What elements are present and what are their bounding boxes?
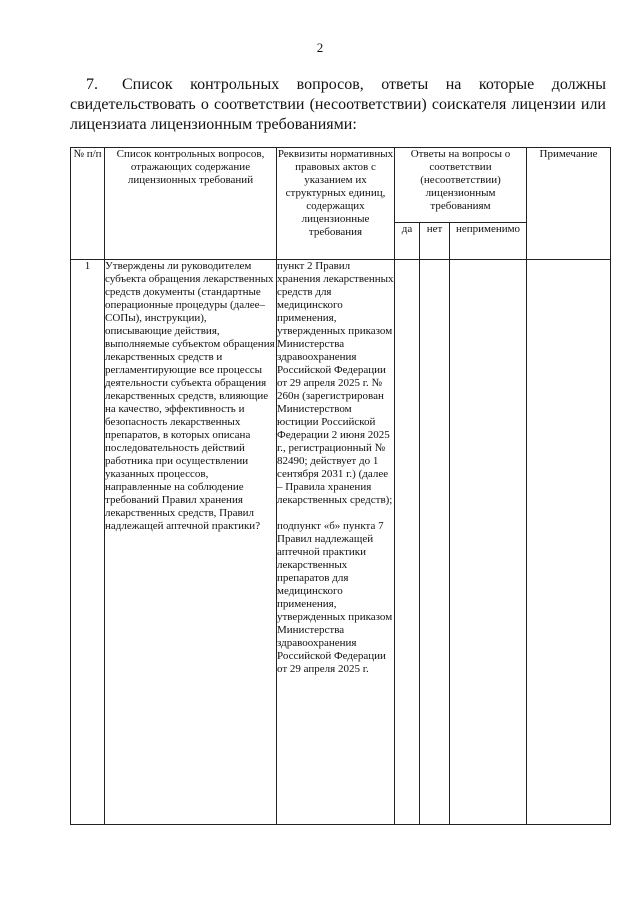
row-number: 1: [71, 260, 105, 825]
section-title: Список контрольных вопросов, ответы на которые должны свидетельствовать о соответствии (несоответствии) соискателя лицензии или лицензиата лицензионным требованиями:: [70, 76, 606, 133]
header-num: № п/п: [71, 148, 105, 260]
section-heading: [70, 75, 606, 135]
answer-yes-cell[interactable]: [395, 260, 420, 825]
row-references: [277, 260, 395, 825]
header-references: Реквизиты нормативных правовых актов с указанием их структурных единиц, содержащих лицензионные требования: [277, 148, 395, 260]
answer-na-cell[interactable]: [450, 260, 527, 825]
note-cell[interactable]: [527, 260, 611, 825]
reference-2: подпункт «б» пункта 7 Правил надлежащей аптечной практики лекарственных препаратов для медицинского применения, утвержденных приказом Министерства здравоохранения Российской Федерации от 29 апреля 2025 г.: [277, 520, 393, 675]
table-row: [71, 260, 611, 825]
checklist-table: [70, 147, 611, 825]
page-number: 2: [316, 40, 324, 55]
header-answer-no: нет: [420, 223, 450, 260]
header-questions: Список контрольных вопросов, отражающих содержание лицензионных требований: [105, 148, 277, 260]
reference-1: пункт 2 Правил хранения лекарственных средств для медицинского применения, утвержденных приказом Министерства здравоохранения Российской Федерации от 29 апреля 2025 г. № 260н (зарегистрирован Министерством юстиции Российской Федерации 2 июня 2025 г., регистрационный № 82490; действует до 1 сентября 2031 г.) (далее – Правила хранения лекарственных средств);: [277, 260, 394, 506]
header-answer-na: неприменимо: [450, 223, 527, 260]
section-number: 7.: [86, 76, 98, 93]
row-question: Утверждены ли руководителем субъекта обращения лекарственных средств документы (стандартные операционные процедуры (далее–СОПы), инструкции), описывающие действия, выполняемые субъектом обращения лекарственных средств и регламентирующие все процессы деятельности субъекта обращения лекарственных средств, влияющие на качество, эффективность и безопасность лекарственных препаратов, в которых описана последовательность действий работника при осуществлении указанных процессов, направленные на соблюдение требований Правил хранения лекарственных средств, Правил надлежащей аптечной практики?: [105, 260, 277, 825]
header-answers: Ответы на вопросы о соответствии (несоответствии) лицензионным требованиям: [395, 148, 527, 223]
header-note: Примечание: [527, 148, 611, 260]
answer-no-cell[interactable]: [420, 260, 450, 825]
header-answer-yes: да: [395, 223, 420, 260]
